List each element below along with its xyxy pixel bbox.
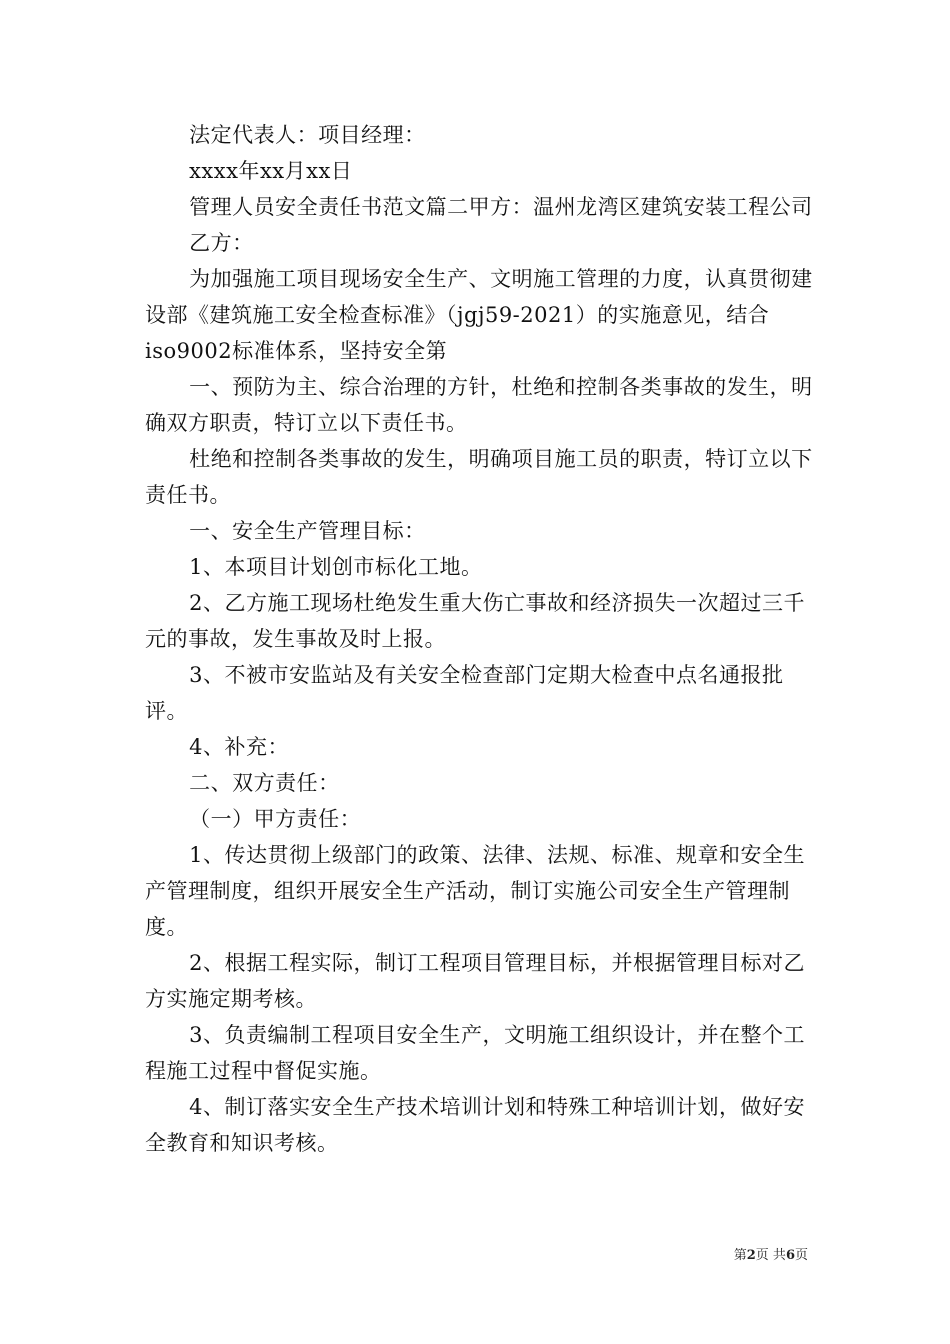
- list-item-duty-1: 1、传达贯彻上级部门的政策、法律、法规、标准、规章和安全生产管理制度，组织开展安全生产活动，制订实施公司安全生产管理制度。: [145, 843, 805, 939]
- paragraph-prevention: 杜绝和控制各类事故的发生，明确项目施工员的职责，特订立以下责任书。: [145, 447, 813, 507]
- list-item-duty-3: 3、负责编制工程项目安全生产，文明施工组织设计，并在整个工程施工过程中督促实施。: [145, 1023, 805, 1083]
- list-item-goal-2: 2、乙方施工现场杜绝发生重大伤亡事故和经济损失一次超过三千元的事故，发生事故及时上报。: [145, 591, 805, 651]
- paragraph-date: xxxx年xx月xx日: [189, 159, 353, 183]
- paragraph-party-b: 乙方：: [189, 231, 254, 255]
- paragraph-purpose: 为加强施工项目现场安全生产、文明施工管理的力度，认真贯彻建设部《建筑施工安全检查标准》（jgj59-2021）的实施意见，结合iso9002标准体系，坚持安全第: [145, 267, 813, 363]
- subsection-heading-party-a: （一）甲方责任：: [189, 807, 362, 831]
- footer-suffix: 页: [794, 1248, 808, 1263]
- footer-total-pages: 6: [785, 1248, 795, 1263]
- section-heading-responsibilities: 二、双方责任：: [189, 771, 340, 795]
- footer-prefix: 第: [733, 1248, 747, 1263]
- paragraph-title-party-a: 管理人员安全责任书范文篇二甲方：温州龙湾区建筑安装工程公司: [189, 195, 813, 219]
- page-number-footer: [734, 1244, 808, 1263]
- paragraph-signatories: 法定代表人：项目经理：: [189, 123, 426, 147]
- footer-current-page: 2: [746, 1248, 756, 1263]
- list-item-goal-4: 4、补充：: [189, 735, 289, 759]
- list-item-goal-1: 1、本项目计划创市标化工地。: [189, 555, 483, 579]
- document-body: [145, 117, 815, 1161]
- list-item-duty-2: 2、根据工程实际，制订工程项目管理目标，并根据管理目标对乙方实施定期考核。: [145, 951, 805, 1011]
- list-item-goal-3: 3、不被市安监站及有关安全检查部门定期大检查中点名通报批评。: [145, 663, 784, 723]
- footer-middle: 页 共: [755, 1248, 786, 1263]
- section-heading-goals: 一、安全生产管理目标：: [189, 519, 426, 543]
- paragraph-policy: 一、预防为主、综合治理的方针，杜绝和控制各类事故的发生，明确双方职责，特订立以下责任书。: [145, 375, 813, 435]
- list-item-duty-4: 4、制订落实安全生产技术培训计划和特殊工种培训计划，做好安全教育和知识考核。: [145, 1095, 805, 1155]
